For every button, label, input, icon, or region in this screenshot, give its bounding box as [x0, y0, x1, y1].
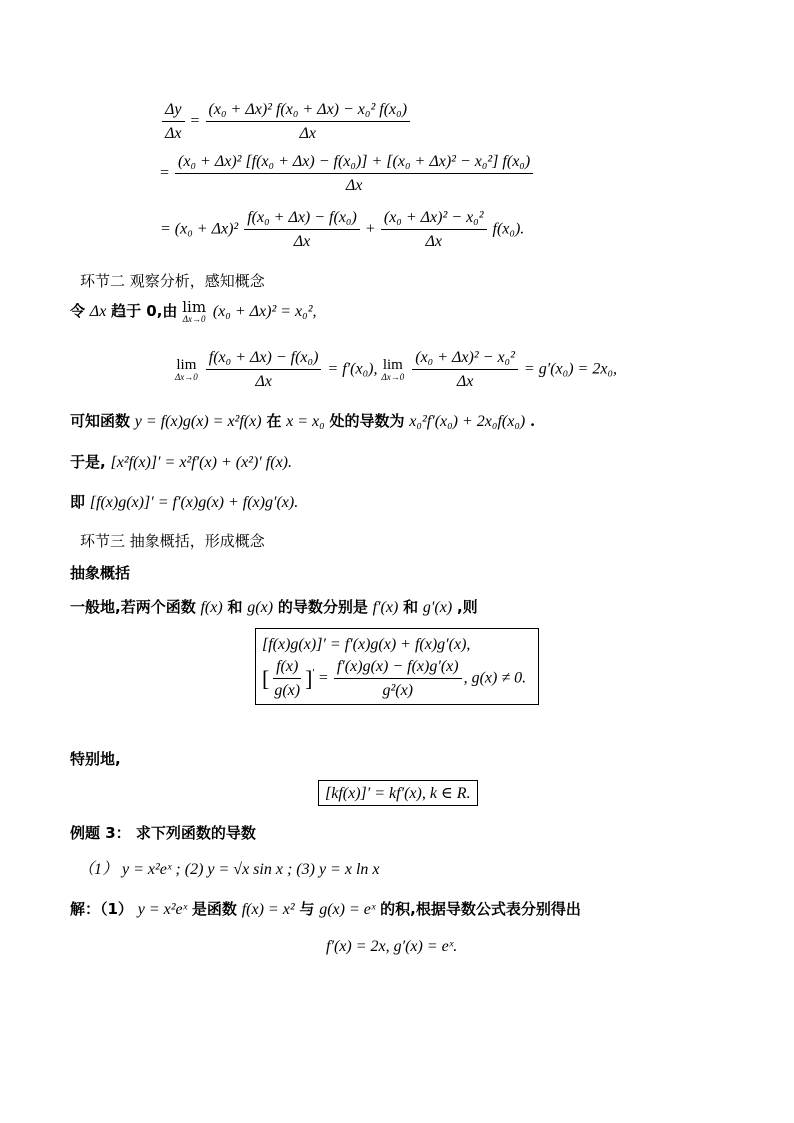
rules-box	[255, 628, 539, 705]
eq2-fraction	[175, 152, 533, 195]
special-heading: 特别地,	[70, 750, 121, 768]
section-2-heading: 环节二 观察分析，感知概念	[80, 272, 265, 290]
two-limits-line	[175, 348, 617, 391]
example-items: （1） y = x²eˣ ; (2) y = √x sin x ; (3) y = x ln x	[78, 861, 380, 878]
example-title: 例题 3： 求下列函数的导数	[70, 824, 256, 842]
abstract-subheading: 抽象概括	[70, 564, 131, 582]
eq3-frac1-numerator: f(x₀ + Δx) − f(x₀)	[244, 208, 360, 230]
constant-multiple-box: [kf(x)]′ = kf′(x), k ∈ R.	[318, 780, 478, 806]
eq1-denominator: Δx	[299, 125, 317, 143]
eq1-fraction	[206, 100, 410, 143]
quotient-lhs: $\frac{f(x)}{g(x)}$	[274, 658, 301, 700]
eq3-frac1-denominator: Δx	[293, 233, 311, 251]
dy: Δy	[162, 100, 185, 122]
equation-3	[160, 208, 524, 251]
section-3-heading: 环节三 抽象概括，形成概念	[80, 532, 265, 550]
dx: Δx	[165, 125, 182, 143]
eq3-fraction-2	[381, 208, 487, 251]
limit-operator: lim Δx→0	[182, 298, 207, 324]
eq3-prefix: = (x₀ + Δx)²	[160, 220, 239, 238]
lim1-fraction: $\frac{\text{f(x₀ + Δx) − f(x₀)}}{\Delta x}$	[206, 348, 322, 391]
solution-line: 解：（1） y = x²eˣ 是函数 f(x) = x² 与 g(x) = eˣ 的积,根据导数公式表分别得出	[70, 900, 581, 918]
limit-line-dx: Δx	[89, 303, 107, 320]
derivative-statement: 可知函数 y = f(x)g(x) = x²f(x) 在 x = x₀ 处的导数为 x₀²f′(x₀) + 2x₀f(x₀) .	[70, 412, 536, 430]
limit-operator-1: lim Δx→0	[175, 356, 198, 382]
eq2-numerator: (x₀ + Δx)² [f(x₀ + Δx) − f(x₀)] + [(x₀ + Δx)² − x₀²] f(x₀)	[175, 152, 533, 174]
eq3-frac2-denominator: Δx	[425, 233, 442, 251]
eq3-suffix: f(x₀).	[492, 220, 525, 238]
equation-1: $\frac{\Delta y}{\Delta x}$ = $\frac{\text{(x₀ + Δx)² f(x₀ + Δx) − x₀² f(x₀)}}{\Delta x}$	[160, 100, 412, 143]
ie-line: 即 [f(x)g(x)]′ = f′(x)g(x) + f(x)g′(x).	[70, 493, 299, 511]
dy-dx-fraction	[162, 100, 185, 143]
final-derivatives: f′(x) = 2x, g′(x) = eˣ.	[326, 938, 458, 955]
lim1-rhs: = f′(x₀),	[327, 360, 378, 378]
eq2-denominator: Δx	[345, 177, 363, 195]
lim2-fraction: $\frac{\text{(x₀ + Δx)² − x₀²}}{\Delta x}$	[412, 348, 518, 391]
product-rule: [f(x)g(x)]′ = f′(x)g(x) + f(x)g′(x),	[262, 636, 471, 653]
limit-line-pre: 令	[70, 302, 86, 320]
eq1-numerator: (x₀ + Δx)² f(x₀ + Δx) − x₀² f(x₀)	[206, 100, 410, 122]
quotient-rule: [ $\frac{f(x)}{g(x)}$ ]′ = $\frac{f'(x)g(x) - f(x)g'(x)}{\text{g²(x)}}$ , g(x) ≠ 0.	[262, 658, 527, 700]
eq3-plus: +	[365, 220, 375, 238]
limit-operator-2: lim Δx→0	[381, 356, 405, 382]
general-statement: 一般地,若两个函数 f(x) 和 g(x) 的导数分别是 f′(x) 和 g′(x) ,则	[70, 598, 478, 616]
equation-2: = $\frac{\text{(x₀ + Δx)² [f(x₀ + Δx) − f(x₀)] + [(x₀ + Δx)² − x₀²] f(x₀)}}{\Delta x}$	[160, 152, 535, 195]
limit-line-mid: 趋于 0,由	[111, 302, 178, 320]
quotient-rhs: $\frac{f'(x)g(x) - f(x)g'(x)}{\text{g²(x)}}$	[334, 657, 462, 700]
eq3-frac2-numerator: (x₀ + Δx)² − x₀²	[381, 208, 487, 230]
lim2-rhs: = g′(x₀) = 2x₀,	[523, 360, 617, 378]
limit-line	[70, 300, 317, 324]
then-line: 于是, [x²f(x)]′ = x²f′(x) + (x²)′ f(x).	[70, 453, 292, 471]
eq3-fraction-1	[244, 208, 360, 251]
limit-line-expr: (x₀ + Δx)² = x₀²,	[212, 303, 317, 320]
